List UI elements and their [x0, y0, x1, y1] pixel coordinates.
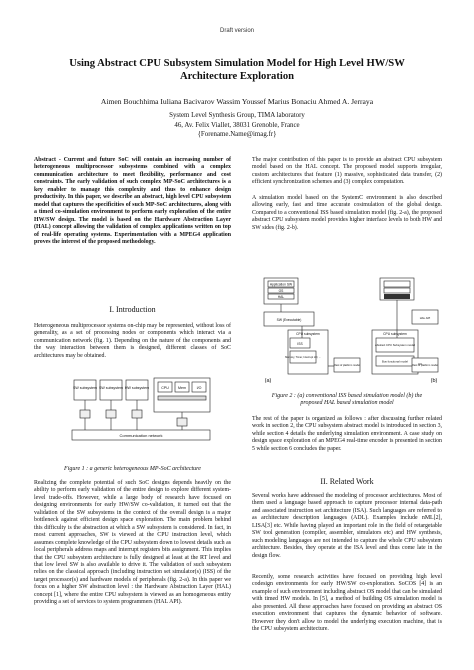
- fig1-label-hw1: HW subsystem: [124, 386, 150, 390]
- affiliation-email: {Forename.Name@imag.fr}: [197, 131, 277, 139]
- fig1-label-mem: Mem: [178, 386, 186, 390]
- fig1-label-io: I/O: [196, 386, 202, 390]
- fig1-label-network: Communication network: [119, 433, 163, 438]
- fig2-label-rest-hw-a: Rest of platform model: [333, 364, 361, 367]
- section-heading-introduction: I. Introduction: [109, 305, 156, 314]
- fig2-label-abstract-cpu: Abstract CPU Subsystem model: [375, 343, 415, 347]
- right-paragraph-3: The rest of the paper is organized as follows : after discussing further related work in section 2, the CPU subsystem abstract model is introduced in section 3, while section 4 details the underlying simulation environment. A case study on design space exploration of an MPEG4 real-time encoder is presented in section 5 while section 6 concludes the paper.: [252, 416, 442, 452]
- fig2-label-sw-executable: SW (Executable): [276, 318, 302, 322]
- fig2-label-os: OS: [278, 289, 284, 293]
- right-paragraph-1: The major contribution of this paper is to provide an abstract CPU subsystem model based on the HAL concept. The proposed model supports irregular, custom architectures that feature (1) massive, sophisticated data transfer, (2) efficient synchronization schemes and (3) complex computation.: [252, 157, 442, 186]
- fig2-label-app-sw: Application SW: [269, 282, 293, 287]
- fig1-sw-subsystem-1-box: [74, 380, 96, 400]
- figure-2-caption-line-1: Figure 2 : (a) conventional ISS based simulation model (b) the: [271, 393, 423, 399]
- fig2-sublabel-a: (a): [264, 378, 272, 384]
- right-paragraph-2: A simulation model based on the SystemC environment is also described allowing early, fast and time accurate cosimulation of the global design. Compared to a conventional ISS based simulation model (fig. 2-a), the proposed abstract CPU subsystem model provides higher interface levels to both HW and SW sides (fig. 2-b).: [252, 195, 442, 231]
- title-line-1: Using Abstract CPU Subsystem Simulation Model for High Level HW/SW: [69, 58, 405, 69]
- section-heading-related-work: II. Related Work: [320, 477, 374, 486]
- left-body-text: Realizing the complete potential of such SoC designs depends heavily on the ability to perform early validation of the entire design to explore different system-level trade-offs. However, while a large body of research have focused on designing environments for early HW/SW co-validation, it turned out that the validation of the SW subsystems in the context of the overall design is a major bottleneck against efficient design space exploration. The main problem behind this difficulty is the abstraction at which a SW subsystem is considered. In fact, in most current approaches, SW is viewed at the CPU instruction level, which assumes complete knowledge of the CPU subsystem down to lowest details such as local peripherals address maps and interrupt registers bits assignment. This implies that the CPU subsystem architecture is fully designed at least at the RT level and that low level SW is also available to drive it. The validation of such subsystem relies on the classical approach (including instruction set simulator(s) (ISS) of the target processor(s) and hardware models of peripherals (fig. 2-a). In this paper we focus on a higher SW abstraction level : the Hardware Abstraction Layer (HAL) concept [1], where the entire CPU subsystem is viewed as an homogeneous entity providing a set of services to system programmers (HAL API).: [34, 480, 231, 606]
- fig2-label-bfm: Bus functional model: [382, 359, 408, 364]
- figure-1-caption: Figure 1 : a generic heterogeneous MP-SoC architecture: [64, 466, 201, 472]
- fig2-label-cpu-subsystem-b: CPU subsystem: [383, 332, 407, 336]
- fig1-label-sw2: SW subsystem: [99, 386, 123, 390]
- authors: Aimen Bouchhima Iuliana Bacivarov Wassim Youssef Marius Bonaciu Ahmed A. Jerraya: [100, 97, 374, 106]
- introduction-paragraph-1: Heterogeneous multiprocessor systems on-chip may be represented, without loss of generality, as a set of processing nodes or components which interact via a communication network (fig. 1). Depending on the nature of the components and the way interaction between them is designed, different classes of SoC architectures may be obtained.: [34, 323, 231, 359]
- fig2-label-hal: HAL: [277, 295, 285, 299]
- affiliation-line-2: 46, Av. Felix Viallet, 38031 Grenoble, France: [174, 121, 300, 129]
- figure-2-caption-line-2: proposed HAL based simulation model: [300, 400, 394, 407]
- affiliation: [40, 111, 434, 140]
- fig1-label-sw1: SW subsystem: [73, 386, 97, 390]
- fig2-label-mem-periph: Memory, Timer, Interrupt ctrl, ...: [285, 356, 321, 359]
- fig1-hw-subsystem-box: [126, 380, 148, 400]
- fig2-sublabel-b: (b): [430, 378, 438, 384]
- fig1-sw-subsystem-2-box: [100, 380, 122, 400]
- fig2-label-iss: ISS: [297, 342, 303, 346]
- fig2b-hal-box: [384, 294, 410, 299]
- fig2-label-cpu-subsystem-a: CPU subsystem: [296, 332, 320, 336]
- fig1-label-cpu: CPU: [161, 386, 169, 390]
- draft-header: Draft version: [219, 28, 254, 34]
- figure-2-diagram: [262, 276, 442, 386]
- affiliation-line-1: System Level Synthesis Group, TIMA laboratory: [169, 112, 305, 119]
- figure-2-caption: [252, 393, 442, 408]
- title-line-2: Architecture Exploration: [179, 71, 295, 82]
- fig2-label-rest-hw-b: Rest of platform model: [411, 364, 439, 367]
- right-paragraph-4: Several works have addressed the modeling of processor architectures. Most of them used a language based approach to capture processor internal data-path and associated instruction set architecture (ISA). Such languages are referred to as architecture description languages (ADL). Examples include nML[2], LISA[3] etc. While having played an important role in the field of retargetable SW tool generation (compiler, assembler, simulators etc) and HW synthesis, such modeling languages are not intended to capture the whole CPU subsystem architecture. Besides, they operate at the ISA level and thus come late in the design flow.: [252, 493, 442, 559]
- paper-title: [40, 57, 434, 83]
- abstract: Abstract - Current and future SoC will contain an increasing number of heterogeneous multiprocessor subsystems combined with a complex communication architecture to meet flexibility, performance and cost constraints. The early validation of such complex MP-SoC architectures is a key enabler to manage this complexity and thus to enhance design productivity. In this paper, we describe an abstract, high level CPU subsystem model that captures the specificities of such MP-SoC architectures, along with a timed co-simulation environment to perform early exploration of the entire HW/SW design. The model is based on the Hardware Abstraction Layer (HAL) concept allowing the validation of complex applications written on top of real-life operating systems. Experimentation with a MPEG4 application proves the interest of the proposed methodology.: [34, 157, 231, 245]
- fig2-label-hal-api: HAL API: [419, 316, 431, 320]
- right-paragraph-5: Recently, some research activities have focused on providing high level codesign environments for early HW/SW co-exploration. SoCOS [4] is an example of such environment including abstract OS model that can be simulated with timed HW models. In [5], a method of building OS simulation model is also presented. All these approaches have focused on providing an abstract OS execution environment that captures the dynamic behavior of software. However they don't allow to model the underlying execution machine, that is the CPU subsystem architecture.: [252, 574, 442, 633]
- figure-1-diagram: [62, 374, 242, 462]
